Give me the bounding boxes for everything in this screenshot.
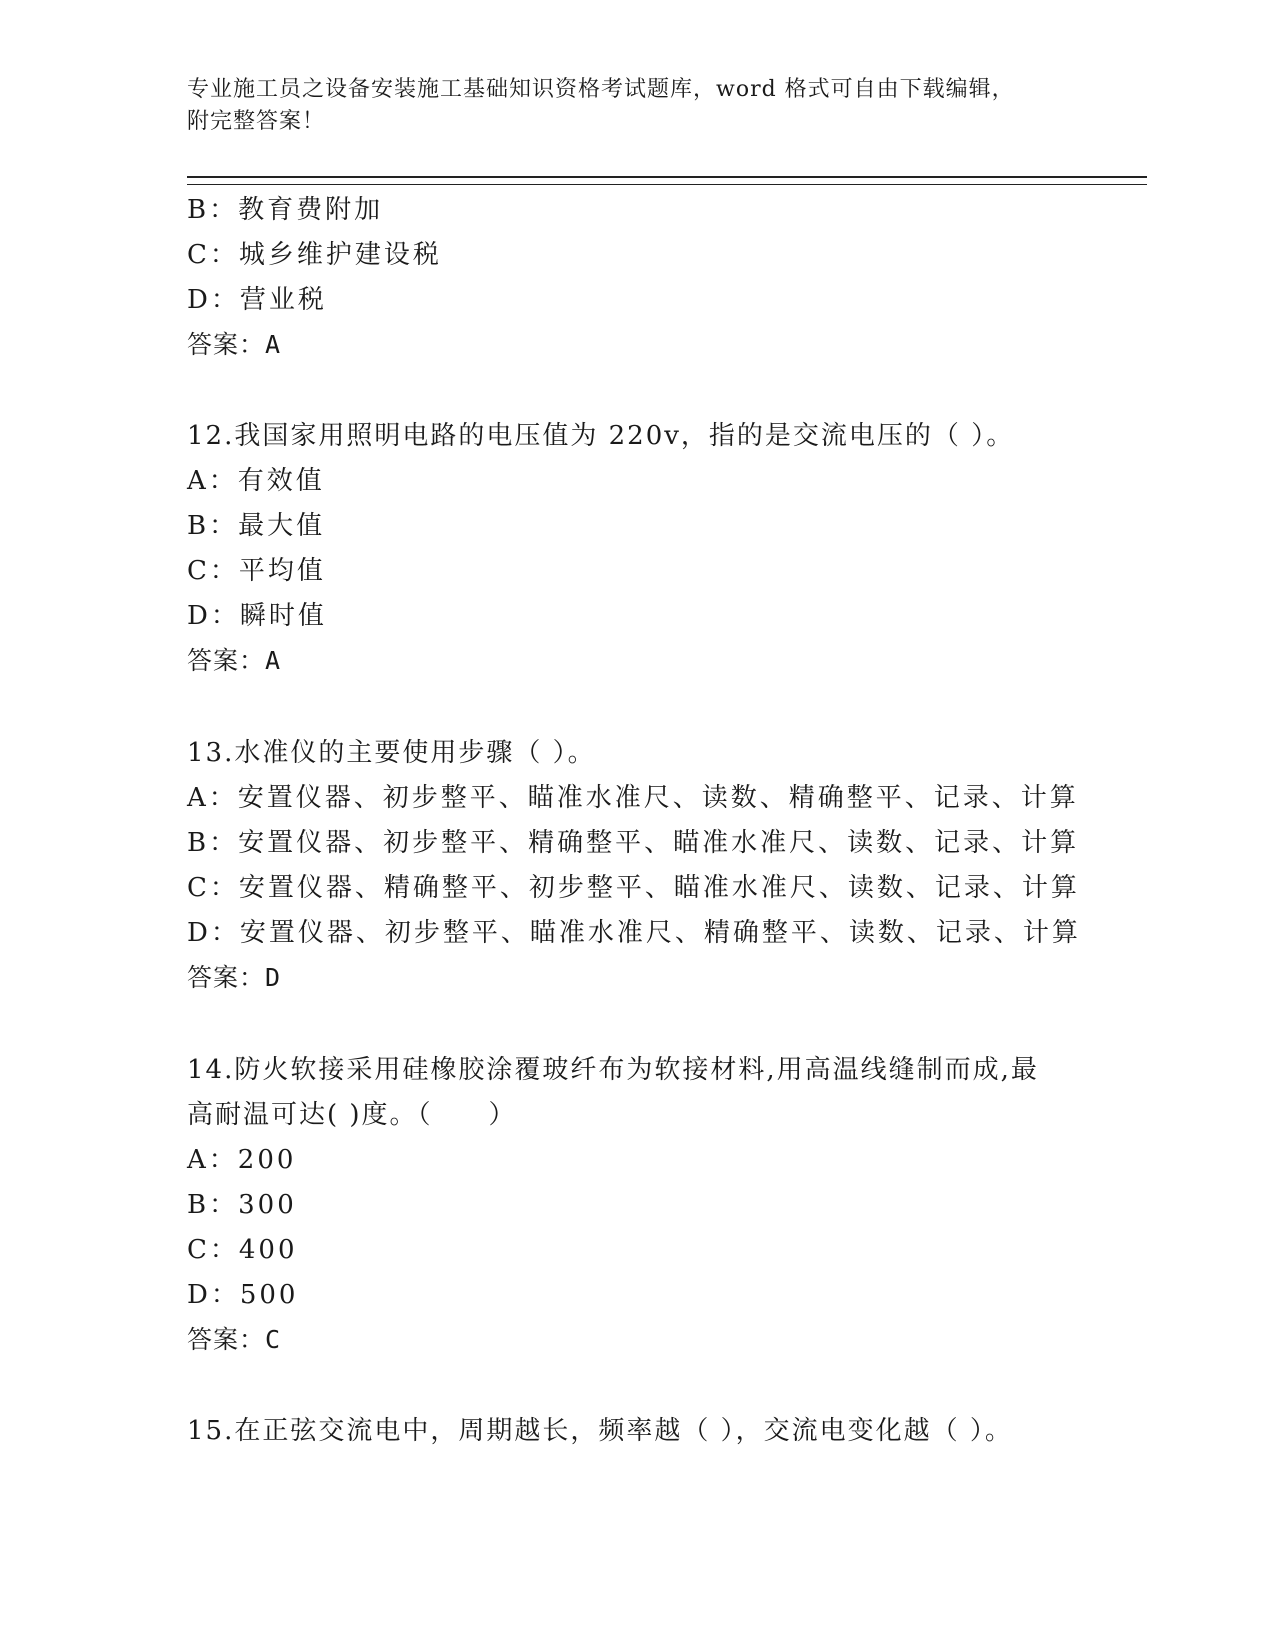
answer: 答案：A	[187, 330, 282, 359]
page-header	[187, 74, 1087, 138]
option-c: C：安置仪器、精确整平、初步整平、瞄准水准尺、读数、记录、计算	[187, 873, 1080, 903]
answer: 答案：A	[187, 646, 282, 675]
question-15-stem: 15.在正弦交流电中，周期越长，频率越（ ），交流电变化越（ ）。	[187, 1416, 1013, 1446]
option-d: D：营业税	[187, 285, 327, 315]
option-d: D：安置仪器、初步整平、瞄准水准尺、精确整平、读数、记录、计算	[187, 918, 1081, 948]
question-14-stem-line-2: 高耐温可达( )度。（ ）	[187, 1100, 517, 1130]
answer: 答案：C	[187, 1325, 282, 1354]
question-12-stem: 12.我国家用照明电路的电压值为 220v，指的是交流电压的（ ）。	[187, 421, 1015, 451]
option-a: A：200	[187, 1145, 297, 1175]
question-14-stem-line-1: 14.防火软接采用硅橡胶涂覆玻纤布为软接材料,用高温线缝制而成,最	[187, 1055, 1039, 1085]
option-a: A：有效值	[187, 466, 325, 496]
option-b: B：安置仪器、初步整平、精确整平、瞄准水准尺、读数、记录、计算	[187, 828, 1080, 858]
answer: 答案：D	[187, 963, 282, 992]
header-line-2: 附完整答案！	[187, 109, 326, 134]
header-line-1: 专业施工员之设备安装施工基础知识资格考试题库，word 格式可自由下载编辑，	[187, 77, 1015, 102]
option-b: B：教育费附加	[187, 195, 384, 225]
option-a: A：安置仪器、初步整平、瞄准水准尺、读数、精确整平、记录、计算	[187, 783, 1079, 813]
option-b: B：最大值	[187, 511, 326, 541]
option-c: C：城乡维护建设税	[187, 240, 442, 270]
option-d: D：500	[187, 1280, 299, 1310]
option-c: C：平均值	[187, 556, 326, 586]
option-d: D：瞬时值	[187, 601, 327, 631]
question-13-stem: 13.水准仪的主要使用步骤（ ）。	[187, 738, 596, 768]
header-rule	[187, 176, 1147, 185]
option-b: B：300	[187, 1190, 297, 1220]
option-c: C：400	[187, 1235, 298, 1265]
